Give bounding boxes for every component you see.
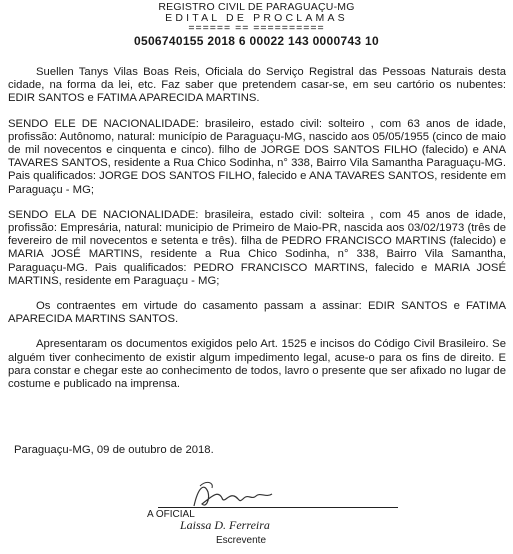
registry-name: REGISTRO CIVIL DE PARAGUAÇU-MG xyxy=(158,1,355,13)
signature-line xyxy=(158,507,398,508)
signature-label: A OFICIAL xyxy=(147,509,195,520)
registry-code: 0506740155 2018 6 00022 143 0000743 10 xyxy=(134,34,379,48)
signer-name: Laissa D. Ferreira xyxy=(180,518,270,532)
intro-paragraph: Suellen Tanys Vilas Boas Reis, Oficiala do Serviço Registral das Pessoas Naturais desta cidade, na forma da lei, etc. Faz saber que pretendem casar-se, em seu cartório os nubentes: EDIR SANTOS e FATIMA APARECIDA MARTINS. xyxy=(8,66,506,105)
bride-paragraph: SENDO ELA DE NACIONALIDADE: brasileira, estado civil: solteira , com 45 anos de idade, profissão: Empresária, natural: municipio de Primeiro de Maio-PR, nascida aos 03/02/1973 (três de fevereiro de mil novecentos e setenta e três). filha de PEDRO FRANCISCO MARTINS (falecido) e MARIA JOSÉ MARTINS, residente a Rua Chico Sodinha, n° 338, Bairro Vila Samantha, Paraguaçu-MG. Pais qualificados: PEDRO FRANCISCO MARTINS, falecido e MARIA JOSÉ MARTINS, residente em Paraguaçu - MG; xyxy=(8,208,506,287)
document-date: Paraguaçu-MG, 09 de outubro de 2018. xyxy=(14,444,214,456)
document-body xyxy=(8,66,506,391)
signer-role: Escrevente xyxy=(216,535,267,546)
documents-paragraph: Apresentaram os documentos exigidos pelo Art. 1525 e incisos do Código Civil Brasileiro. Se alguém tiver conhecimento de existir algum impedimento legal, acuse-o para os fins de direito. E para constar e chegar este ao conhecimento de todos, lavro o presente que ser afixado no lugar de costume e publicado na imprensa. xyxy=(8,338,506,391)
signature-names-paragraph: Os contraentes em virtude do casamento passam a assinar: EDIR SANTOS e FATIMA APARECIDA MARTINS SANTOS. xyxy=(8,300,506,326)
document-title: EDITAL DE PROCLAMAS xyxy=(165,12,348,24)
document-header xyxy=(0,2,513,47)
groom-paragraph: SENDO ELE DE NACIONALIDADE: brasileiro, estado civil: solteiro , com 63 anos de idade, profissão: Autônomo, natural: município de Paraguaçu-MG, nascido aos 05/05/1955 (cinco de maio de mil novecentos e cinquenta e cinco). filho de JORGE DOS SANTOS FILHO (falecido) e ANA TAVARES SANTOS, residente a Rua Chico Sodinha, n° 338, Bairro Vila Samantha Paraguaçu-MG. Pais qualificados: JORGE DOS SANTOS FILHO, falecido e ANA TAVARES SANTOS, residente em Paraguaçu - MG; xyxy=(8,117,506,196)
title-underline: ====== == ========== xyxy=(188,22,325,34)
